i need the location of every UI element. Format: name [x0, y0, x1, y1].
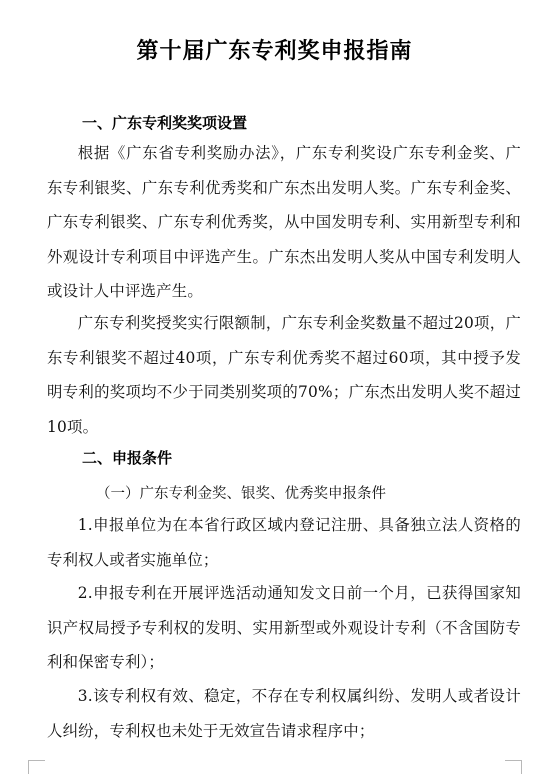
paragraph-award-types: 根据《广东省专利奖励办法》，广东专利奖设广东专利金奖、广东专利银奖、广东专利优秀奖和广东杰出发明人奖。广东专利金奖、广东专利银奖、广东专利优秀奖，从中国发明专利、实用新型专利和外观设计专利项目中评选产生。广东杰出发明人奖从中国专利发明人或设计人中评选产生。: [47, 144, 521, 300]
subsection-heading-gold-silver-excellent: （一）广东专利金奖、银奖、优秀奖申报条件: [96, 486, 386, 502]
document-title: 第十届广东专利奖申报指南: [136, 39, 413, 64]
condition-item-1: 1.申报单位为在本省行政区域内登记注册、具备独立法人资格的专利权人或者实施单位；: [47, 516, 521, 569]
condition-item-2: 2.申报专利在开展评选活动通知发文日前一个月，已获得国家知识产权局授予专利权的发明、实用新型或外观设计专利（不含国防专利和保密专利）；: [47, 584, 521, 671]
paragraph-award-quota: 广东专利奖授奖实行限额制，广东专利金奖数量不超过20项，广东专利银奖不超过40项，广东专利优秀奖不超过60项，其中授予发明专利的奖项均不少于同类别奖项的70%；广东杰出发明人奖不超过10项。: [47, 314, 521, 436]
page-corner-mark-left: [28, 760, 45, 774]
condition-item-3: 3.该专利权有效、稳定，不存在专利权属纠纷、发明人或者设计人纠纷，专利权也未处于无效宣告请求程序中；: [47, 687, 521, 740]
page-corner-mark-right: [505, 760, 522, 774]
section-heading-award-setup: 一、广东专利奖奖项设置: [82, 114, 248, 132]
section-heading-conditions: 二、申报条件: [82, 449, 173, 467]
